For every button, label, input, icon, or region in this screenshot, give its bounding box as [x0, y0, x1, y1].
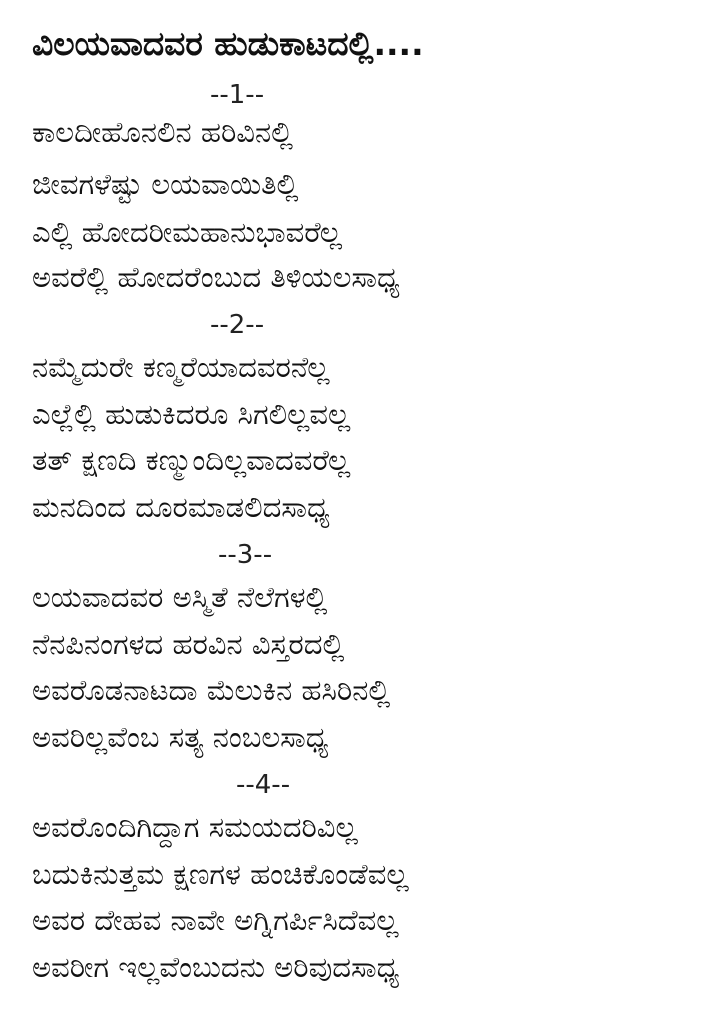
poem-line: ಅವರೀಗ ಇಲ್ಲವೆಂಬುದನು ಅರಿವುದಸಾಧ್ಯ	[32, 950, 400, 984]
stanza-number: --2--	[210, 310, 265, 340]
poem-line: ಅವರಿಲ್ಲವೆಂಬ ಸತ್ಯ ನಂಬಲಸಾಧ್ಯ	[32, 720, 329, 754]
stanza-number: --1--	[210, 80, 265, 110]
poem-line: ನೆನಪಿನಂಗಳದ ಹರವಿನ ವಿಸ್ತರದಲ್ಲಿ	[32, 627, 345, 661]
poem-line: ಎಲ್ಲಿ ಹೋದರೀಮಹಾನುಭಾವರೆಲ್ಲ	[32, 215, 343, 249]
poem-line: ಜೀವಗಳೆಷ್ಟು ಲಯವಾಯಿತಿಲ್ಲಿ	[32, 167, 299, 201]
poem-title: ವಿಲಯವಾದವರ ಹುಡುಕಾಟದಲ್ಲಿ....	[32, 24, 424, 63]
stanza-number: --4--	[236, 770, 291, 800]
stanza-number: --3--	[218, 540, 273, 570]
poem-line: ಅವರೊಂದಿಗಿದ್ದಾಗ ಸಮಯದರಿವಿಲ್ಲ	[32, 810, 358, 844]
poem-line: ಕಾಲದೀಹೊನಲಿನ ಹರಿವಿನಲ್ಲಿ	[32, 115, 294, 149]
poem-line: ನಮ್ಮೆದುರೇ ಕಣ್ಮರೆಯಾದವರನೆಲ್ಲ	[32, 350, 330, 384]
poem-line: ಲಯವಾದವರ ಅಸ್ಮಿತೆ ನೆಲೆಗಳಲ್ಲಿ	[32, 580, 328, 614]
poem-line: ಬದುಕಿನುತ್ತಮ ಕ್ಷಣಗಳ ಹಂಚಿಕೊಂಡೆವಲ್ಲ	[32, 857, 409, 891]
poem-line: ಎಲ್ಲೆಲ್ಲಿ ಹುಡುಕಿದರೂ ಸಿಗಲಿಲ್ಲವಲ್ಲ	[32, 397, 351, 431]
poem-line: ತತ್ ಕ್ಷಣದಿ ಕಣ್ಮುಂದಿಲ್ಲವಾದವರೆಲ್ಲ	[32, 443, 351, 477]
poem-line: ಮನದಿಂದ ದೂರಮಾಡಲಿದಸಾಧ್ಯ	[32, 490, 330, 524]
poem-line: ಅವರ ದೇಹವ ನಾವೇ ಅಗ್ನಿಗರ್ಪಿಸಿದೆವಲ್ಲ	[32, 903, 399, 937]
poem-line: ಅವರೊಡನಾಟದಾ ಮೆಲುಕಿನ ಹಸಿರಿನಲ್ಲಿ	[32, 673, 391, 707]
poem-line: ಅವರೆಲ್ಲಿ ಹೋದರೆಂಬುದ ತಿಳಿಯಲಸಾಧ್ಯ	[32, 260, 400, 294]
